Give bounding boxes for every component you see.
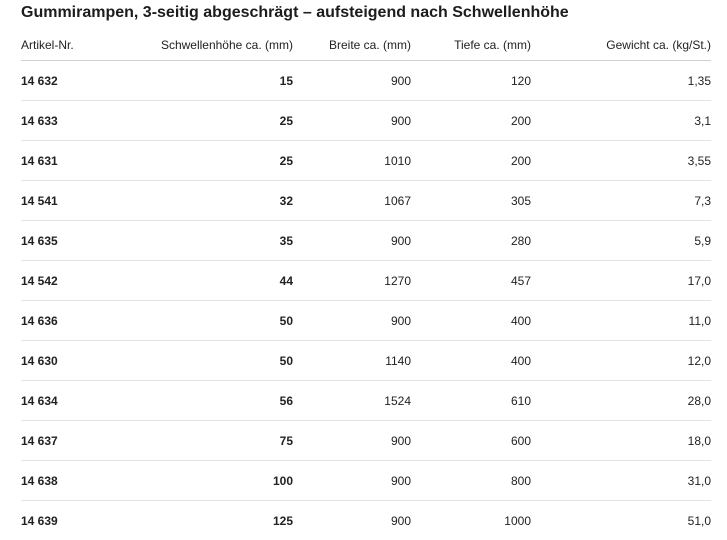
cell-tiefe: 200 — [411, 141, 531, 181]
cell-artikel-nr: 14 639 — [21, 513, 58, 528]
cell-gewicht: 28,0 — [531, 381, 711, 421]
cell-breite: 1524 — [293, 381, 411, 421]
cell-tiefe: 600 — [411, 421, 531, 461]
cell-breite: 1140 — [293, 341, 411, 381]
cell-schwellenhoehe: 50 — [101, 341, 293, 381]
cell-artikel-nr: 14 632 — [21, 61, 101, 101]
cell-gewicht: 51,0 — [687, 513, 711, 528]
cell-breite: 900 — [293, 61, 411, 101]
cell-tiefe: 280 — [411, 221, 531, 261]
cell-tiefe: 800 — [411, 461, 531, 501]
cell-schwellenhoehe: 100 — [101, 461, 293, 501]
cell-gewicht: 17,0 — [531, 261, 711, 301]
table-row — [21, 301, 711, 341]
cell-artikel-nr: 14 542 — [21, 261, 101, 301]
header-artikel-nr: Artikel-Nr. — [21, 30, 101, 61]
cell-artikel-nr: 14 541 — [21, 181, 101, 221]
header-breite: Breite ca. (mm) — [293, 30, 411, 61]
cell-schwellenhoehe: 25 — [101, 101, 293, 141]
cell-breite: 1270 — [293, 261, 411, 301]
cell-gewicht: 7,3 — [531, 181, 711, 221]
cell-breite: 1010 — [293, 141, 411, 181]
cell-tiefe: 120 — [411, 61, 531, 101]
cell-artikel-nr: 14 631 — [21, 141, 101, 181]
cell-breite: 900 — [293, 221, 411, 261]
table-body — [21, 61, 711, 540]
cell-tiefe: 305 — [411, 181, 531, 221]
header-gewicht: Gewicht ca. (kg/St.) — [531, 30, 711, 61]
cell-artikel-nr: 14 630 — [21, 341, 101, 381]
table-row — [21, 221, 711, 261]
cell-artikel-nr: 14 635 — [21, 221, 101, 261]
product-table — [21, 30, 711, 540]
cell-gewicht: 31,0 — [531, 461, 711, 501]
cell-schwellenhoehe: 125 — [272, 513, 293, 528]
table-row — [21, 61, 711, 101]
cell-schwellenhoehe: 44 — [101, 261, 293, 301]
table-row — [21, 501, 711, 540]
header-tiefe: Tiefe ca. (mm) — [411, 30, 531, 61]
cell-breite: 1067 — [293, 181, 411, 221]
cell-schwellenhoehe: 50 — [101, 301, 293, 341]
cell-gewicht: 18,0 — [531, 421, 711, 461]
cell-gewicht: 3,1 — [531, 101, 711, 141]
cell-tiefe: 400 — [411, 301, 531, 341]
table-row — [21, 141, 711, 181]
cell-breite: 900 — [293, 421, 411, 461]
table-row — [21, 461, 711, 501]
header-row — [21, 30, 711, 61]
cell-breite: 900 — [293, 101, 411, 141]
cell-artikel-nr: 14 638 — [21, 461, 101, 501]
table-row — [21, 381, 711, 421]
cell-artikel-nr: 14 637 — [21, 421, 101, 461]
table-row — [21, 181, 711, 221]
cell-tiefe: 400 — [411, 341, 531, 381]
cell-gewicht: 11,0 — [531, 301, 711, 341]
cell-tiefe: 200 — [411, 101, 531, 141]
cell-artikel-nr: 14 634 — [21, 381, 101, 421]
table-row — [21, 421, 711, 461]
cell-tiefe: 1000 — [504, 513, 531, 528]
cell-gewicht: 12,0 — [531, 341, 711, 381]
cell-artikel-nr: 14 633 — [21, 101, 101, 141]
header-schwellenhoehe: Schwellenhöhe ca. (mm) — [101, 30, 293, 61]
page-title: Gummirampen, 3-seitig abgeschrägt – aufsteigend nach Schwellenhöhe — [21, 4, 569, 21]
cell-schwellenhoehe: 15 — [101, 61, 293, 101]
cell-breite: 900 — [293, 461, 411, 501]
table-row — [21, 341, 711, 381]
cell-schwellenhoehe: 35 — [101, 221, 293, 261]
cell-schwellenhoehe: 25 — [101, 141, 293, 181]
table-row — [21, 101, 711, 141]
cell-tiefe: 457 — [411, 261, 531, 301]
cell-schwellenhoehe: 75 — [101, 421, 293, 461]
cell-gewicht: 1,35 — [531, 61, 711, 101]
table-row — [21, 261, 711, 301]
cell-tiefe: 610 — [411, 381, 531, 421]
cell-gewicht: 5,9 — [531, 221, 711, 261]
cell-artikel-nr: 14 636 — [21, 301, 101, 341]
cell-gewicht: 3,55 — [531, 141, 711, 181]
cell-breite: 900 — [293, 301, 411, 341]
cell-breite: 900 — [390, 513, 411, 528]
cell-schwellenhoehe: 32 — [101, 181, 293, 221]
table-header — [21, 30, 711, 61]
cell-schwellenhoehe: 56 — [101, 381, 293, 421]
